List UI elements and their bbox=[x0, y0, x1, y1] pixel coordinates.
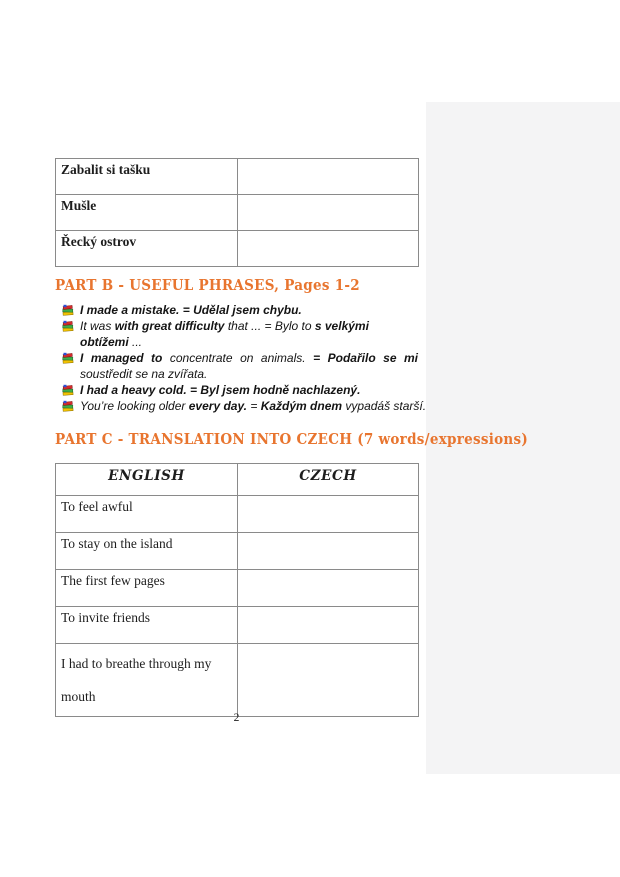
phrase-text: I had a heavy cold. = Byl jsem hodně nachlazený. bbox=[80, 383, 361, 397]
translation-header-row bbox=[56, 464, 419, 496]
czech-answer-cell[interactable] bbox=[238, 607, 419, 644]
translation-row bbox=[56, 607, 419, 644]
stacked-books-icon bbox=[62, 384, 74, 396]
phrase-item bbox=[55, 350, 418, 382]
phrase-text: It was with great difficulty that ... = Bylo to s velkými obtížemi ... bbox=[80, 319, 369, 349]
vocab-term-cell: Mušle bbox=[56, 195, 238, 231]
stacked-books-icon bbox=[62, 304, 74, 316]
translation-row bbox=[56, 644, 419, 717]
czech-answer-cell[interactable] bbox=[238, 533, 419, 570]
english-cell: To invite friends bbox=[56, 607, 238, 644]
vocab-row bbox=[56, 159, 419, 195]
translation-row bbox=[56, 570, 419, 607]
vocab-answer-cell[interactable] bbox=[238, 231, 419, 267]
phrase-text: You’re looking older every day. = Každým dnem vypadáš starší. bbox=[80, 399, 427, 413]
part-c-heading: PART C - TRANSLATION INTO CZECH (7 words/expressions) bbox=[55, 430, 529, 448]
translation-row bbox=[56, 533, 419, 570]
vocab-answer-cell[interactable] bbox=[238, 195, 419, 231]
vocab-answer-cell[interactable] bbox=[238, 159, 419, 195]
translation-row bbox=[56, 496, 419, 533]
translation-header-cell: CZECH bbox=[238, 464, 419, 496]
stacked-books-icon bbox=[62, 320, 74, 332]
vocab-row bbox=[56, 231, 419, 267]
translation-header-cell: ENGLISH bbox=[56, 464, 238, 496]
english-cell: To stay on the island bbox=[56, 533, 238, 570]
vocab-term-cell: Řecký ostrov bbox=[56, 231, 238, 267]
phrase-item bbox=[55, 398, 427, 414]
phrase-item bbox=[55, 382, 418, 398]
english-cell: To feel awful bbox=[56, 496, 238, 533]
czech-answer-cell[interactable] bbox=[238, 644, 419, 717]
phrase-list bbox=[55, 302, 427, 414]
vocab-table bbox=[55, 158, 419, 267]
phrase-text: I made a mistake. = Udělal jsem chybu. bbox=[80, 303, 302, 317]
translation-table bbox=[55, 463, 419, 717]
stacked-books-icon bbox=[62, 400, 74, 412]
czech-answer-cell[interactable] bbox=[238, 570, 419, 607]
vocab-row bbox=[56, 195, 419, 231]
phrase-item bbox=[55, 318, 418, 350]
page-number: 2 bbox=[233, 712, 240, 724]
phrase-item bbox=[55, 302, 418, 318]
czech-answer-cell[interactable] bbox=[238, 496, 419, 533]
english-cell: The first few pages bbox=[56, 570, 238, 607]
part-b-heading: PART B - USEFUL PHRASES, Pages 1-2 bbox=[55, 276, 360, 294]
english-cell: I had to breathe through my mouth bbox=[56, 644, 238, 717]
phrase-text: I managed to concentrate on animals. = Podařilo se mi soustředit se na zvířata. bbox=[80, 351, 419, 381]
vocab-term-cell: Zabalit si tašku bbox=[56, 159, 238, 195]
stacked-books-icon bbox=[62, 352, 74, 364]
